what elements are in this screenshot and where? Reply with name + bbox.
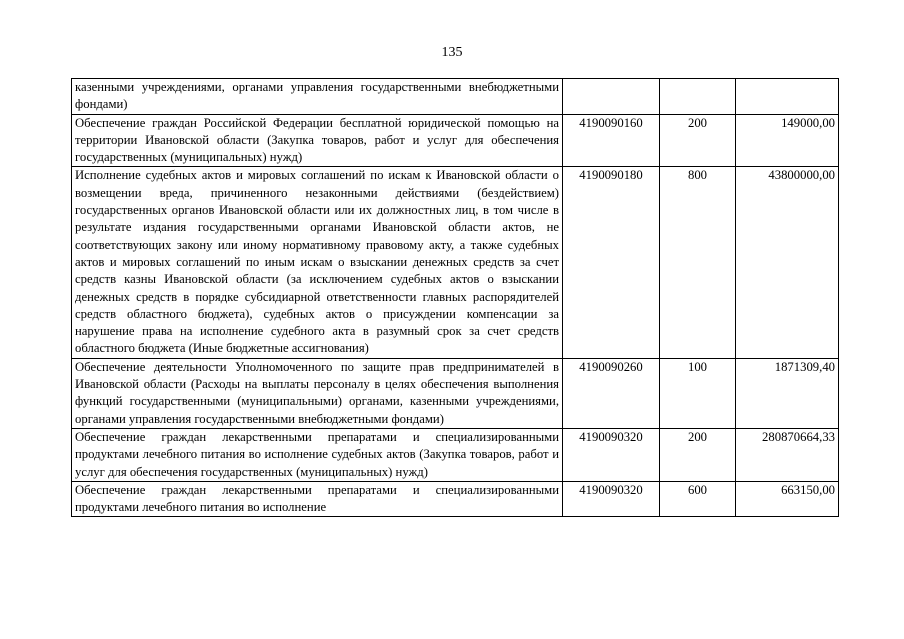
row-expense-type: 600: [660, 481, 736, 516]
row-target-code: 4190090160: [563, 114, 660, 167]
row-description: казенными учреждениями, органами управления государственными внебюджетными фондами): [72, 79, 563, 115]
row-description: Обеспечение граждан лекарственными препаратами и специализированными продуктами лечебного питания во исполнение судебных актов (Закупка товаров, работ и услуг для обеспечения государственных (муниципальных) нужд): [72, 428, 563, 481]
row-amount: 280870664,33: [736, 428, 839, 481]
page-number: 135: [441, 45, 463, 60]
row-expense-type: 200: [660, 114, 736, 167]
row-expense-type: [660, 79, 736, 115]
table-row: [72, 358, 839, 428]
row-description: Обеспечение граждан Российской Федерации бесплатной юридической помощью на территории Ивановской области (Закупка товаров, работ и услуг для обеспечения государственных (муниципальных) нужд): [72, 114, 563, 167]
row-amount: 1871309,40: [736, 358, 839, 428]
row-description-container: [72, 481, 563, 516]
row-amount: 663150,00: [736, 481, 839, 516]
row-description: Обеспечение граждан лекарственными препаратами и специализированными продуктами лечебного питания во исполнение: [75, 482, 559, 515]
row-amount: [736, 79, 839, 115]
row-target-code: 4190090180: [563, 167, 660, 358]
table-row: [72, 114, 839, 167]
row-target-code: [563, 79, 660, 115]
budget-table: [71, 78, 839, 517]
row-amount: 149000,00: [736, 114, 839, 167]
table-row: [72, 481, 839, 516]
row-amount: 43800000,00: [736, 167, 839, 358]
row-description: Исполнение судебных актов и мировых соглашений по искам к Ивановской области о возмещении вреда, причиненного незаконными действиями (бездействием) государственных органов Ивановской области или их должностных лиц, в том числе в результате издания государственными органами Ивановской области актов, не соответствующих закону или иному нормативному правовому акту, а также судебных актов и мировых соглашений по иным искам о взыскании денежных средств за счет средств казны Ивановской области (за исключением судебных актов о взыскании денежных средств в порядке субсидиарной ответственности главных распорядителей средств областного бюджета), судебных актов о присуждении компенсации за нарушение права на исполнение судебного акта в разумный срок за счет средств областного бюджета (Иные бюджетные ассигнования): [72, 167, 563, 358]
table-row: [72, 167, 839, 358]
table-row: [72, 428, 839, 481]
row-expense-type: 200: [660, 428, 736, 481]
row-target-code: 4190090320: [563, 481, 660, 516]
row-target-code: 4190090260: [563, 358, 660, 428]
row-description: Обеспечение деятельности Уполномоченного по защите прав предпринимателей в Ивановской области (Расходы на выплаты персоналу в целях обеспечения выполнения функций государственными (муниципальными) органами, казенными учреждениями, органами управления государственными внебюджетными фондами): [72, 358, 563, 428]
table-row: [72, 79, 839, 115]
row-target-code: 4190090320: [563, 428, 660, 481]
row-expense-type: 100: [660, 358, 736, 428]
row-expense-type: 800: [660, 167, 736, 358]
